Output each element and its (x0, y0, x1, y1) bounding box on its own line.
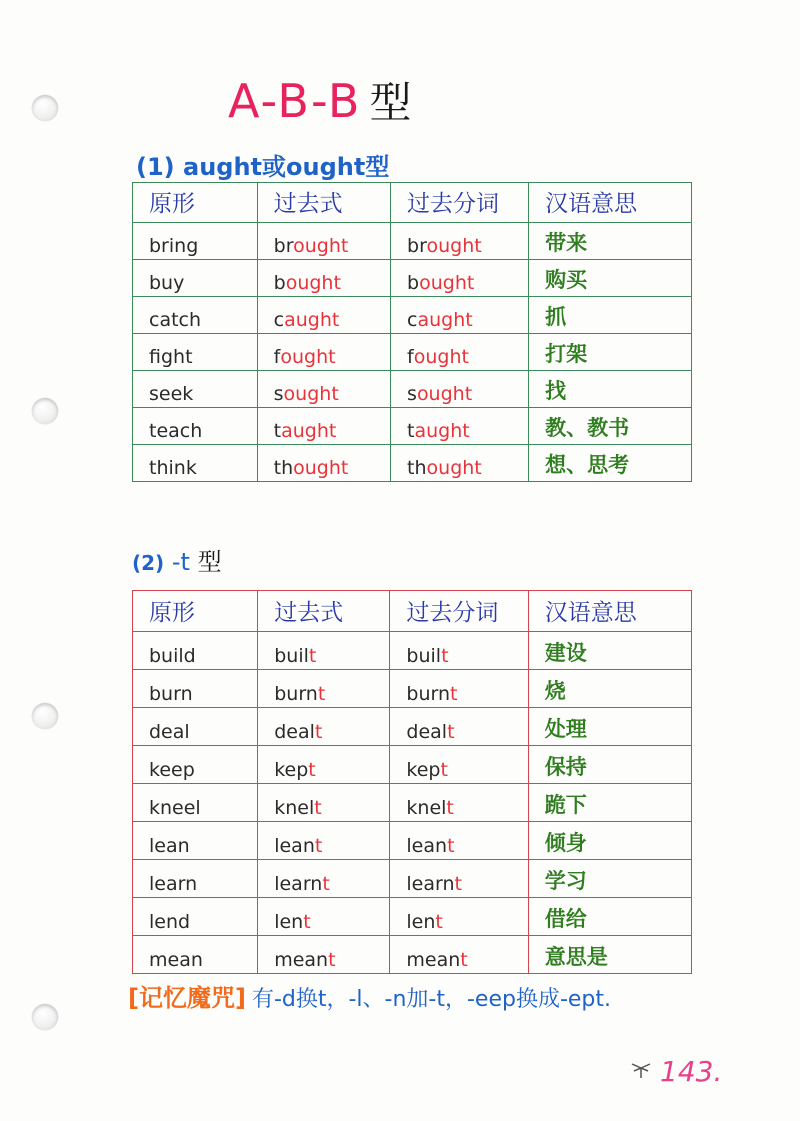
word-meaning (528, 708, 691, 746)
word-text: knel (274, 797, 315, 819)
word-base (133, 860, 258, 898)
word-text: lean (406, 835, 448, 857)
word-past-participle (390, 784, 528, 822)
header-base: 原形 (133, 183, 258, 223)
memory-tip (128, 978, 611, 1013)
word-text: c (273, 309, 285, 331)
table-row (133, 223, 692, 260)
highlighted-ending: t (447, 721, 455, 743)
word-text: lean (149, 835, 190, 857)
word-past (257, 260, 390, 297)
word-past-participle (391, 445, 529, 482)
word-text: 意思是 (544, 945, 608, 969)
word-past (257, 445, 390, 482)
word-text: len (274, 911, 304, 933)
word-base (133, 670, 258, 708)
word-text: burn (274, 683, 318, 705)
table-header-row (133, 591, 692, 632)
word-text: learn (406, 873, 455, 895)
word-text: buil (406, 645, 442, 667)
word-past-participle (391, 371, 529, 408)
word-past-participle (391, 408, 529, 445)
word-past (257, 297, 390, 334)
word-text: build (149, 645, 196, 667)
word-text: 跪下 (544, 793, 587, 817)
word-meaning (529, 334, 692, 371)
table-header-row (133, 183, 692, 223)
word-base (133, 297, 258, 334)
word-text: th (407, 457, 427, 479)
word-text: bring (149, 235, 199, 257)
word-text: deal (406, 721, 448, 743)
header-past-participle: 过去分词 (391, 183, 529, 223)
word-past (257, 334, 390, 371)
word-past-participle (390, 860, 528, 898)
word-meaning (528, 632, 691, 670)
table-row (133, 408, 692, 445)
word-text: seek (149, 383, 194, 405)
highlighted-ending: t (328, 949, 336, 971)
word-text: 借给 (544, 907, 587, 931)
highlighted-ending: aught (284, 309, 340, 331)
word-past-participle (391, 297, 529, 334)
word-text: 烧 (544, 679, 566, 703)
binder-hole (32, 1004, 58, 1030)
word-text: br (407, 235, 427, 257)
word-text: knel (406, 797, 447, 819)
word-text: th (273, 457, 294, 479)
title-pattern: A-B-B (228, 74, 362, 128)
highlighted-ending: t (447, 835, 455, 857)
word-past-participle (391, 260, 529, 297)
highlighted-ending: t (314, 797, 322, 819)
word-text: mean (274, 949, 329, 971)
word-text: 保持 (544, 755, 587, 779)
word-base (133, 784, 258, 822)
highlighted-ending: t (450, 683, 458, 705)
binder-hole (32, 95, 58, 121)
word-past (258, 670, 390, 708)
table-row (133, 746, 692, 784)
table-row (133, 784, 692, 822)
word-base (133, 936, 258, 974)
word-meaning (529, 445, 692, 482)
highlighted-ending: t (303, 911, 311, 933)
highlighted-ending: t (308, 759, 316, 781)
section2-title (132, 542, 222, 577)
highlighted-ending: ought (426, 457, 482, 479)
word-text: b (273, 272, 286, 294)
word-text: lend (149, 911, 191, 933)
word-text: teach (149, 420, 203, 442)
word-text: br (273, 235, 294, 257)
word-past-participle (390, 898, 528, 936)
header-meaning: 汉语意思 (529, 183, 692, 223)
word-meaning (529, 297, 692, 334)
table-row (133, 371, 692, 408)
highlighted-ending: t (446, 797, 454, 819)
word-past (258, 746, 390, 784)
word-meaning (529, 260, 692, 297)
word-past (258, 936, 390, 974)
page-number: 143. (660, 1055, 723, 1088)
word-base (133, 260, 258, 297)
highlighted-ending: t (460, 949, 468, 971)
word-meaning (528, 898, 691, 936)
word-past (258, 784, 390, 822)
table-row (133, 334, 692, 371)
header-past-participle: 过去分词 (390, 591, 528, 632)
page-title (228, 70, 414, 130)
section2-suffix: 型 (197, 548, 222, 576)
highlighted-ending: aught (417, 309, 473, 331)
binder-hole (32, 703, 58, 729)
word-text: t (407, 420, 415, 442)
word-text: 学习 (544, 869, 587, 893)
word-text: catch (149, 309, 202, 331)
word-past-participle (390, 632, 528, 670)
word-text: fight (149, 346, 193, 368)
table-row (133, 670, 692, 708)
highlighted-ending: ought (419, 272, 475, 294)
word-past-participle (390, 670, 528, 708)
word-text: t (273, 420, 282, 442)
header-past: 过去式 (258, 591, 390, 632)
word-meaning (529, 371, 692, 408)
word-text: 处理 (544, 717, 587, 741)
word-text: 购买 (545, 268, 588, 292)
word-meaning (528, 860, 691, 898)
word-past (257, 408, 390, 445)
word-past-participle (391, 223, 529, 260)
memory-tip-text: 有-d换t，-l、-n加-t，-eep换成-ept. (251, 987, 611, 1012)
highlighted-ending: ought (283, 383, 339, 405)
word-text: burn (149, 683, 193, 705)
word-text: 抓 (545, 305, 567, 329)
word-text: lean (274, 835, 315, 857)
word-past (258, 632, 390, 670)
word-past (258, 708, 390, 746)
word-base (133, 708, 258, 746)
word-text: think (149, 457, 197, 479)
highlighted-ending: ought (293, 235, 349, 257)
table-row (133, 632, 692, 670)
word-past-participle (390, 936, 528, 974)
highlighted-ending: aught (414, 420, 470, 442)
word-meaning (528, 822, 691, 860)
word-meaning (528, 670, 691, 708)
word-past (257, 371, 390, 408)
highlighted-ending: ought (416, 383, 473, 405)
highlighted-ending: t (314, 835, 323, 857)
word-base (133, 334, 258, 371)
word-text: 想、思考 (545, 453, 630, 477)
highlighted-ending: t (314, 721, 323, 743)
word-text: 打架 (545, 342, 588, 366)
table-row (133, 445, 692, 482)
word-past (258, 822, 390, 860)
word-past-participle (390, 746, 528, 784)
word-text: 建设 (544, 641, 587, 665)
palm-doodle-icon (628, 1060, 654, 1080)
section2-marker: -t (171, 548, 190, 576)
highlighted-ending: t (435, 911, 443, 933)
word-base (133, 445, 258, 482)
word-text: mean (149, 949, 203, 971)
word-meaning (529, 408, 692, 445)
word-base (133, 746, 258, 784)
word-base (133, 371, 258, 408)
highlighted-ending: t (317, 683, 326, 705)
header-meaning: 汉语意思 (528, 591, 691, 632)
word-text: s (273, 383, 284, 405)
word-text: learn (274, 873, 323, 895)
section1-title: (1) aught或ought型 (136, 153, 390, 181)
highlighted-ending: ought (413, 346, 469, 368)
word-past-participle (391, 334, 529, 371)
word-text: kneel (149, 797, 201, 819)
word-meaning (528, 936, 691, 974)
word-meaning (528, 746, 691, 784)
table-row (133, 297, 692, 334)
table-row (133, 260, 692, 297)
word-past (258, 898, 390, 936)
highlighted-ending: ought (280, 346, 336, 368)
word-text: kep (406, 759, 441, 781)
word-text: 倾身 (544, 831, 587, 855)
word-base (133, 408, 258, 445)
highlighted-ending: t (440, 759, 448, 781)
word-text: deal (274, 721, 315, 743)
word-base (133, 223, 258, 260)
word-text: 带来 (545, 231, 588, 255)
word-base (133, 898, 258, 936)
highlighted-ending: t (454, 873, 462, 895)
word-text: mean (406, 949, 461, 971)
table-row (133, 822, 692, 860)
highlighted-ending: t (322, 873, 330, 895)
header-base: 原形 (133, 591, 258, 632)
word-text: learn (149, 873, 198, 895)
word-text: c (407, 309, 418, 331)
header-past: 过去式 (257, 183, 390, 223)
highlighted-ending: ought (293, 457, 349, 479)
table-row (133, 898, 692, 936)
word-text: deal (149, 721, 190, 743)
word-text: f (273, 346, 281, 368)
word-text: 找 (545, 379, 567, 403)
word-meaning (528, 784, 691, 822)
highlighted-ending: aught (281, 420, 337, 442)
word-text: s (407, 383, 417, 405)
word-base (133, 822, 258, 860)
word-text: kep (274, 759, 309, 781)
word-text: keep (149, 759, 195, 781)
memory-tip-tag: [记忆魔咒] (128, 984, 246, 1012)
table-row (133, 860, 692, 898)
word-past (257, 223, 390, 260)
word-text: 教、教书 (545, 416, 630, 440)
word-text: burn (406, 683, 451, 705)
word-meaning (529, 223, 692, 260)
word-past-participle (390, 708, 528, 746)
word-text: len (406, 911, 436, 933)
word-text: b (407, 272, 420, 294)
word-past-participle (390, 822, 528, 860)
table-row (133, 936, 692, 974)
word-text: f (407, 346, 414, 368)
word-base (133, 632, 258, 670)
highlighted-ending: t (308, 645, 317, 667)
highlighted-ending: ought (426, 235, 482, 257)
title-suffix: 型 (369, 78, 414, 127)
section2-table (132, 590, 692, 974)
word-past (258, 860, 390, 898)
word-text: buil (274, 645, 309, 667)
highlighted-ending: ought (285, 272, 341, 294)
binder-hole (32, 398, 58, 424)
section1-table (132, 182, 692, 482)
highlighted-ending: t (441, 645, 449, 667)
table-row (133, 708, 692, 746)
section2-number: (2) (132, 551, 165, 575)
word-text: buy (149, 272, 185, 294)
